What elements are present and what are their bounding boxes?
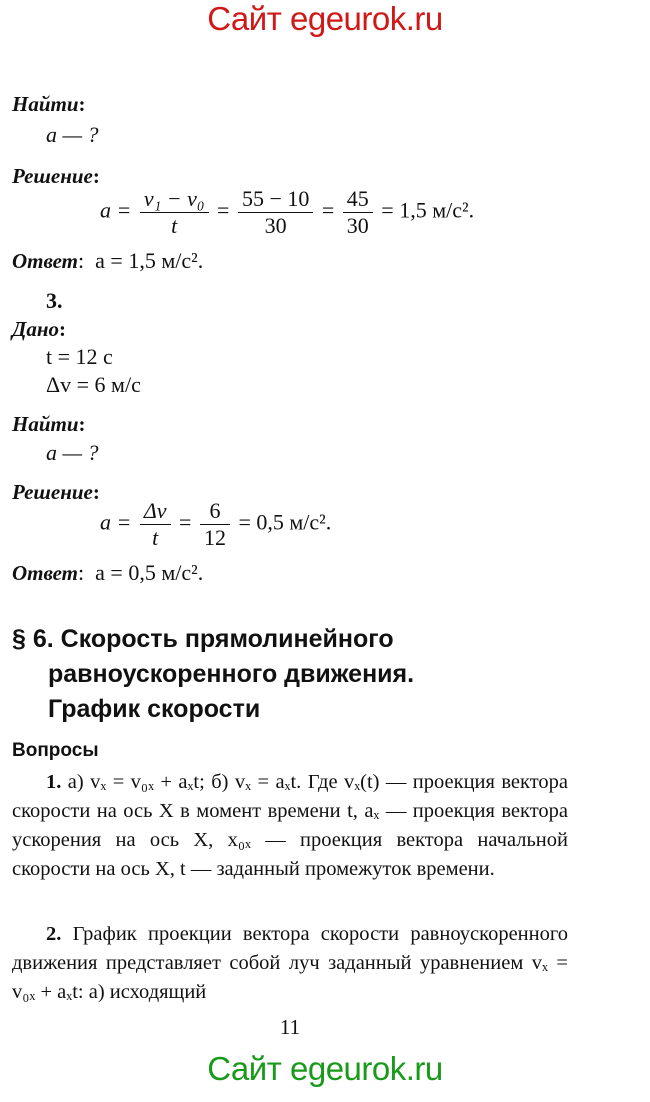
solution-label-2: Решение:: [12, 164, 100, 188]
answer-3: Ответ: a = 0,5 м/с².: [12, 560, 204, 585]
question-1-number: 1.: [46, 771, 62, 793]
section-line-1: § 6. Скорость прямолинейного: [12, 625, 394, 653]
watermark-top: Сайт egeurok.ru: [207, 0, 443, 37]
questions-title: Вопросы: [12, 740, 99, 761]
formula-lhs-2: a =: [100, 197, 132, 223]
fraction-2b: $\frac{55 - 10}{30}$: [238, 186, 313, 239]
given-2-3: Δv = 6 м/с: [46, 372, 141, 397]
section-line-2: равноускоренного движения.: [48, 660, 415, 688]
problem-number-3: 3.: [46, 288, 63, 313]
question-2: [12, 920, 568, 1007]
solution-label-3: Решение:: [12, 480, 100, 504]
question-2-text: График проекции вектора скорости равноускоренного движения представляет собой луч заданный уравнением vₓ = v₀ₓ + aₓt: а) исходящий: [12, 923, 569, 1003]
find-label-2: Найти:: [12, 92, 86, 116]
answer-2: Ответ: a = 1,5 м/с².: [12, 248, 204, 273]
answer-value-2: a = 1,5 м/с².: [95, 248, 204, 273]
question-1: [12, 768, 568, 884]
watermark-bottom: Сайт egeurok.ru: [207, 1050, 443, 1087]
formula-2: a = $\frac{\text{v₁ − v₀}}{t}$ = $\frac{55 - 10}{30}$ = $\frac{45}{30}$ = 1,5 м/с².: [100, 186, 475, 238]
fraction-2c: $\frac{45}{30}$: [343, 186, 373, 239]
page-number: 11: [279, 1015, 301, 1039]
given-1-3: t = 12 с: [46, 344, 113, 369]
find-value-3: a — ?: [46, 440, 99, 465]
fraction-3b: $\frac{6}{12}$: [200, 498, 230, 551]
find-label-3: Найти:: [12, 412, 86, 436]
given-label-3: Дано:: [12, 317, 67, 341]
answer-value-3: a = 0,5 м/с².: [95, 560, 204, 585]
find-value-2: a — ?: [46, 122, 99, 147]
section-line-3: График скорости: [48, 695, 261, 723]
formula-result-2: = 1,5 м/с².: [381, 197, 475, 223]
formula-result-3: = 0,5 м/с².: [238, 509, 332, 535]
section-heading: [12, 622, 572, 727]
question-2-number: 2.: [46, 923, 62, 945]
fraction-3a: $\frac{\Delta v}{t}$: [140, 498, 171, 551]
fraction-2a: $\frac{\text{v₁ − v₀}}{t}$: [140, 186, 209, 239]
formula-lhs-3: a =: [100, 509, 132, 535]
question-1-text: а) vₓ = v₀ₓ + aₓt; б) vₓ = aₓt. Где vₓ(t) — проекция вектора скорости на ось X в момент времени t, aₓ — проекция вектора ускорения на ось X, x₀ₓ — проекция вектора начальной скорости на ось X, t — заданный промежуток времени.: [12, 771, 568, 880]
formula-3: a = $\frac{\Delta v}{t}$ = $\frac{6}{12}$ = 0,5 м/с².: [100, 498, 332, 550]
